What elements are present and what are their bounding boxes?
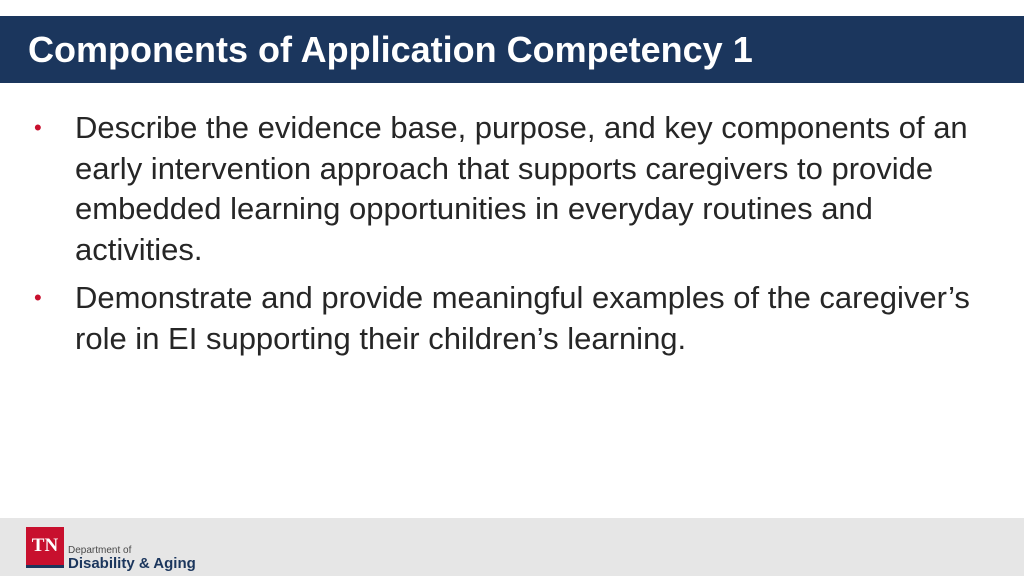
- bullet-icon: •: [34, 285, 42, 310]
- tn-badge-icon: [26, 527, 64, 568]
- bullet-icon: •: [34, 115, 42, 140]
- bullet-text: Demonstrate and provide meaningful examples of the caregiver’s role in EI supporting their children’s learning.: [75, 280, 970, 356]
- bullet-list: [30, 108, 990, 367]
- slide-title: Components of Application Competency 1: [28, 29, 753, 70]
- bullet-item: [30, 278, 990, 359]
- department-name: Disability & Aging: [68, 555, 196, 572]
- bullet-item: [30, 108, 990, 270]
- tn-badge-text: TN: [31, 535, 59, 556]
- department-label: Department of: [68, 545, 132, 556]
- tn-department-logo: [26, 527, 206, 573]
- title-bar: [0, 16, 1024, 83]
- bullet-text: Describe the evidence base, purpose, and key components of an early intervention approach that supports caregivers to provide embedded learning opportunities in everyday routines and activities.: [75, 110, 968, 267]
